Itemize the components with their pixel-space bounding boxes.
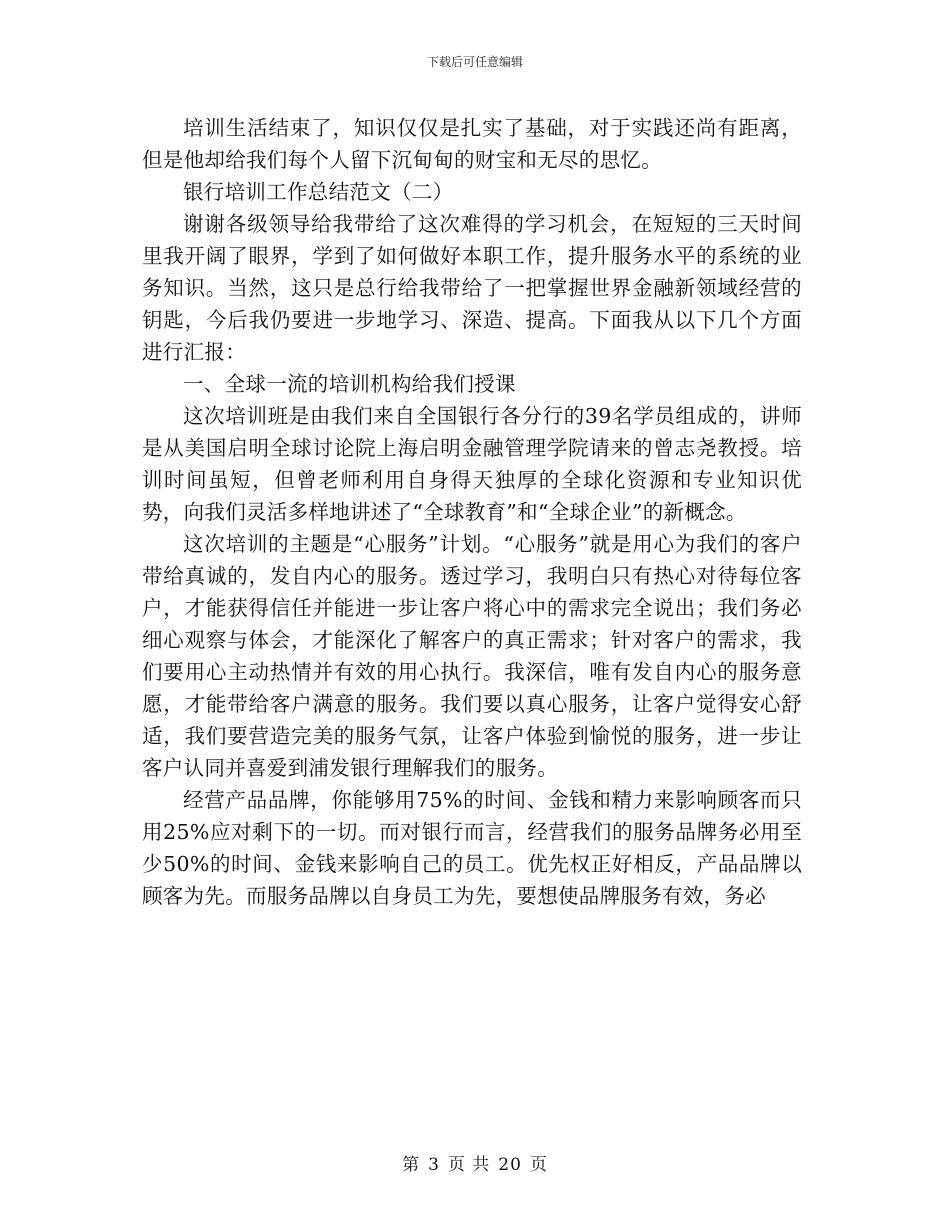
footer-suffix: 页	[529, 1155, 548, 1175]
paragraph-4: 这次培训的主题是“心服务”计划。“心服务”就是用心为我们的客户带给真诚的，发自内心的服务。透过学习，我明白只有热心对待每位客户，才能获得信任并能进一步让客户将心中的需求完全说出；我们务必细心观察与体会，才能深化了解客户的真正需求；针对客户的需求，我们要用心主动热情并有效的用心执行。我深信，唯有发自内心的服务意愿，才能带给客户满意的服务。我们要以真心服务，让客户觉得安心舒适，我们要营造完美的服务气氛，让客户体验到愉悦的服务，进一步让客户认同并喜爱到浦发银行理解我们的服务。	[142, 532, 802, 780]
subsection-heading: 一、全球一流的培训机构给我们授课	[183, 372, 516, 396]
document-body	[142, 112, 802, 912]
page-footer	[0, 1154, 950, 1176]
paragraph-2: 谢谢各级领导给我带给了这次难得的学习机会，在短短的三天时间里我开阔了眼界，学到了如何做好本职工作，提升服务水平的系统的业务知识。当然，这只是总行给我带给了一把掌握世界金融新领域经营的钥匙，今后我仍要进一步地学习、深造、提高。下面我从以下几个方面进行汇报：	[142, 212, 802, 364]
footer-total-pages: 20	[498, 1155, 522, 1175]
paragraph-5: 经营产品品牌，你能够用75%的时间、金钱和精力来影响顾客而只用25%应对剩下的一切。而对银行而言，经营我们的服务品牌务必用至少50%的时间、金钱来影响自己的员工。优先权正好相反，产品品牌以顾客为先。而服务品牌以自身员工为先，要想使品牌服务有效，务必	[142, 788, 802, 908]
paragraph-1: 培训生活结束了，知识仅仅是扎实了基础，对于实践还尚有距离，但是他却给我们每个人留下沉甸甸的财宝和无尽的思忆。	[142, 116, 802, 172]
footer-middle: 页 共	[447, 1155, 491, 1175]
paragraph-3: 这次培训班是由我们来自全国银行各分行的39名学员组成的，讲师是从美国启明全球讨论院上海启明金融管理学院请来的曾志尧教授。培训时间虽短，但曾老师利用自身得天独厚的全球化资源和专业知识优势，向我们灵活多样地讲述了“全球教育”和“全球企业”的新概念。	[142, 404, 802, 524]
page-header	[0, 54, 950, 70]
footer-page-number: 3	[428, 1155, 440, 1175]
header-text: 下载后可任意编辑	[426, 55, 523, 69]
section-title: 银行培训工作总结范文（二）	[183, 180, 454, 204]
footer-prefix: 第	[402, 1155, 421, 1175]
